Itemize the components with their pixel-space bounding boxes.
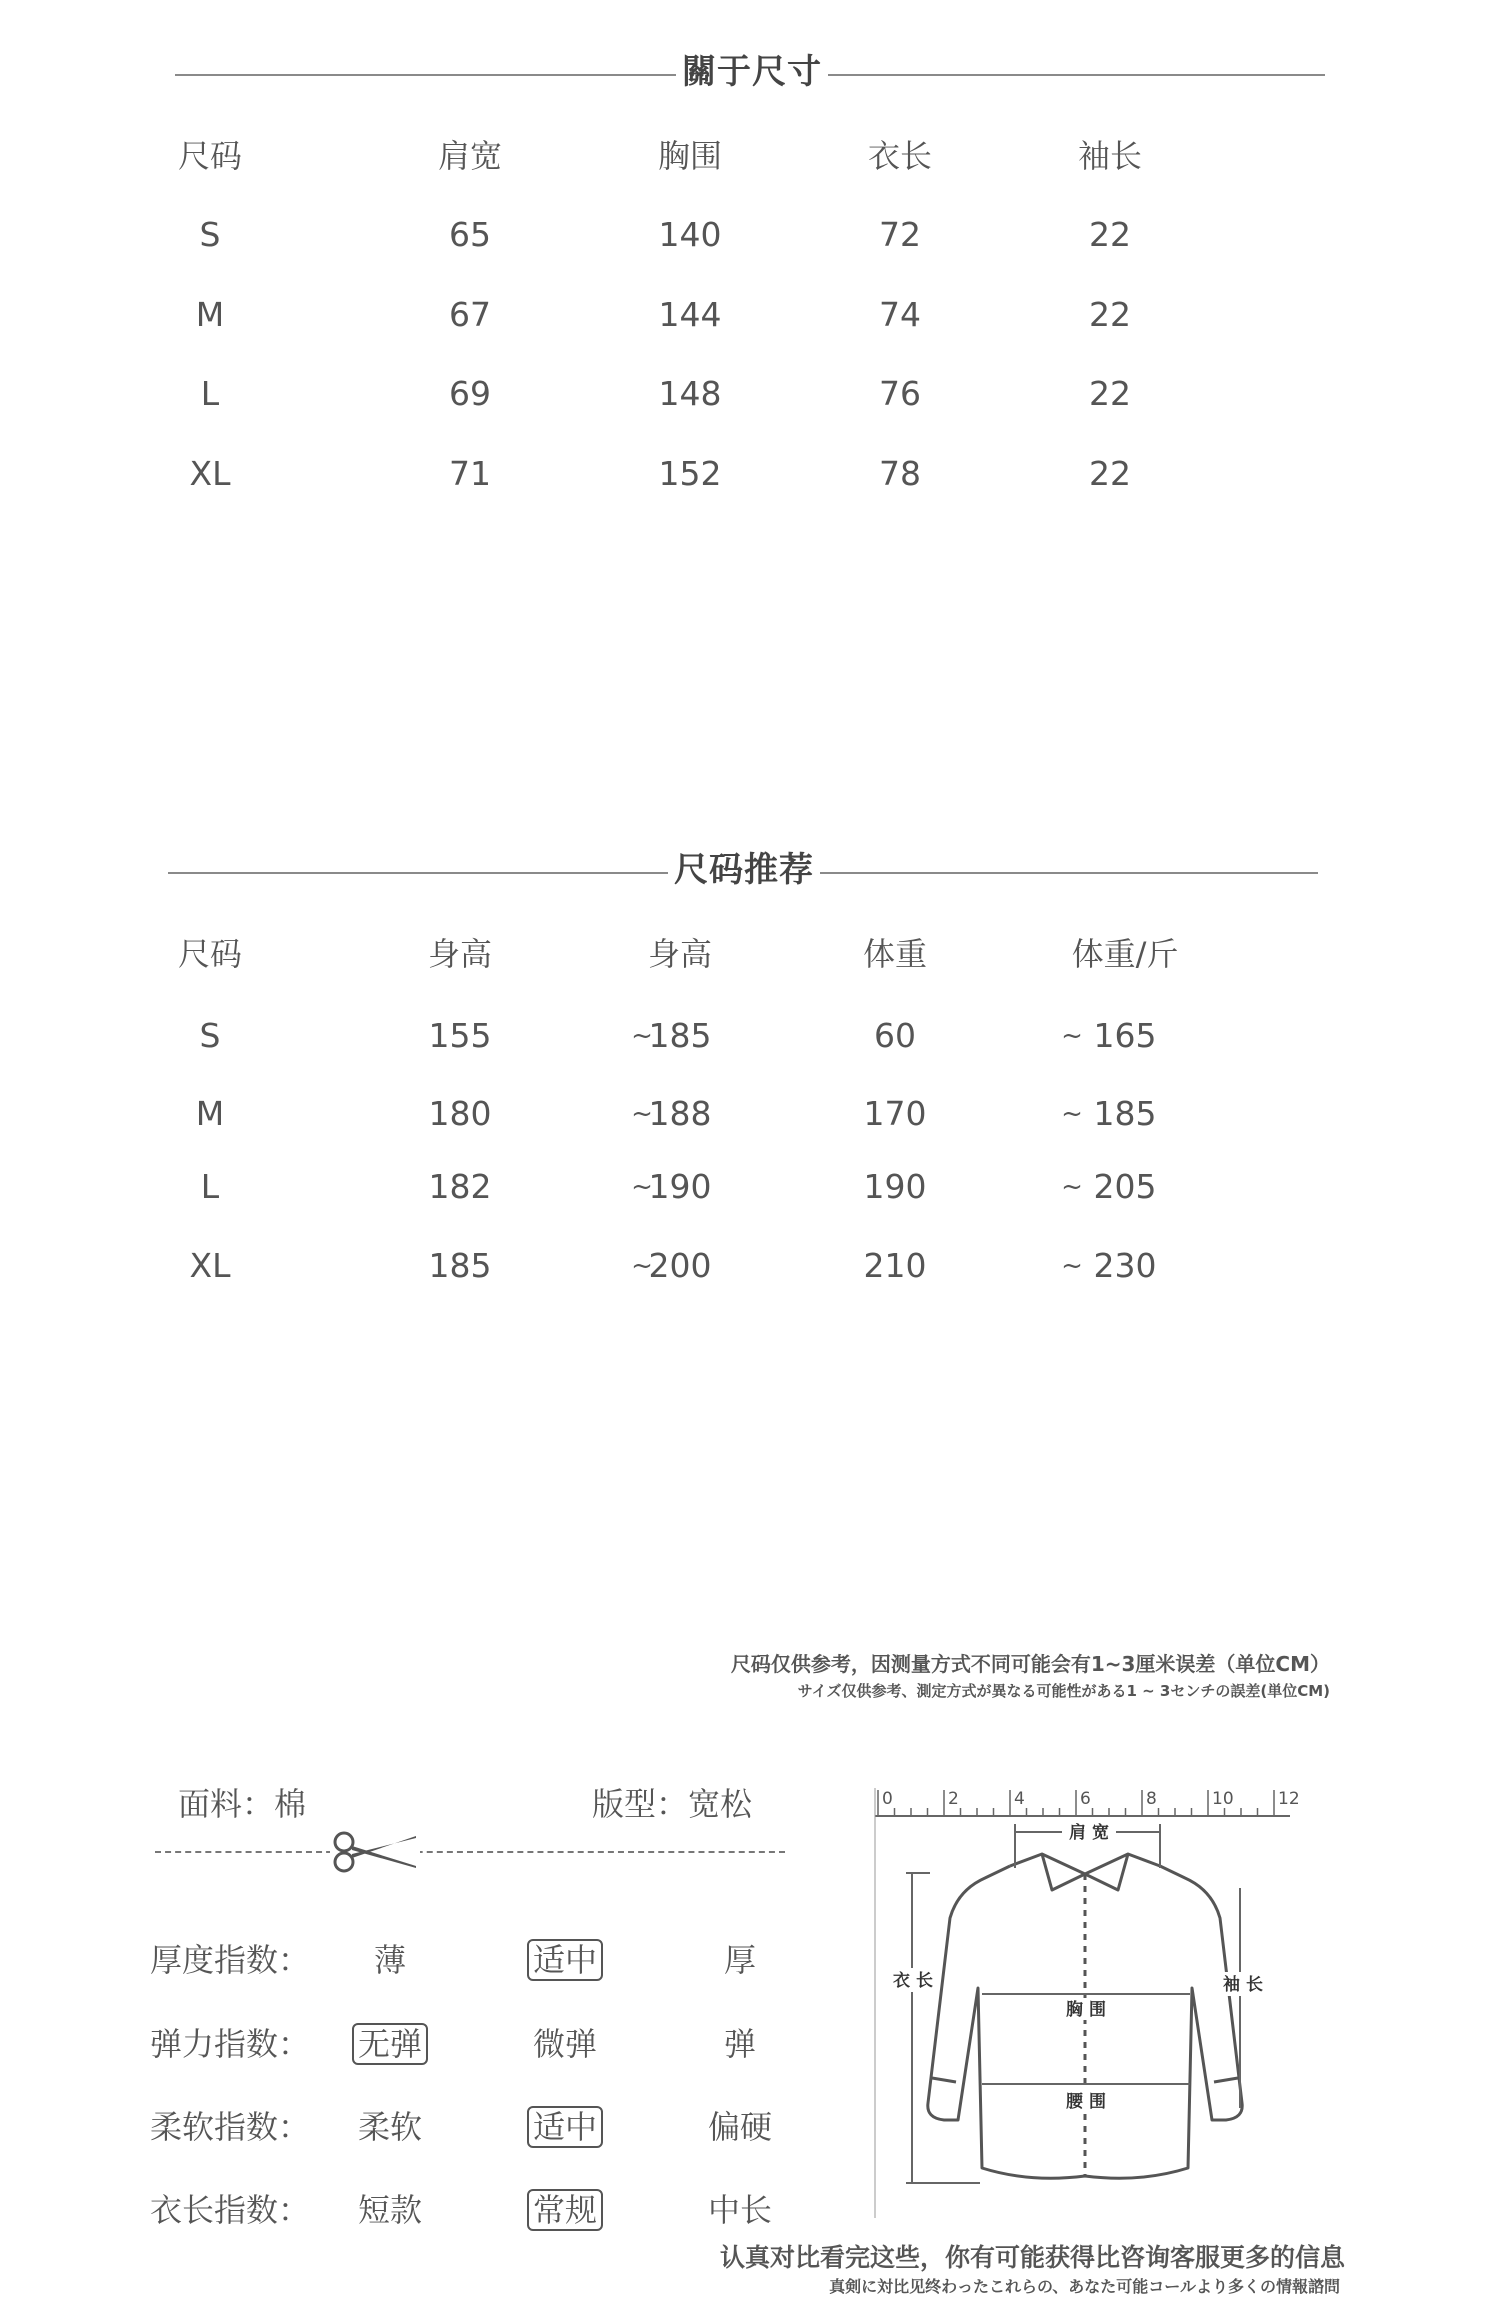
recommend-table-cell: S [199, 1016, 221, 1055]
fabric-option-text: 薄 [373, 1941, 406, 1979]
range-tilde: ~ [631, 1099, 653, 1129]
shirt-diagram [870, 1778, 1300, 2218]
footer-note-jp: 真剣に対比见终わったこれらの、あなた可能コールより多くの情報諮問 [829, 2277, 1340, 2296]
fabric-option [505, 2024, 625, 2064]
chest-label: 胸 围 [1066, 2000, 1106, 2020]
recommend-table-cell: 170 [863, 1094, 927, 1133]
size-header-cell: 胸围 [657, 137, 722, 175]
size-table-cell: 78 [879, 454, 921, 493]
recommend-header-cell: 身高 [427, 935, 492, 973]
size-header-cell: 肩宽 [437, 137, 502, 175]
recommend-table-cell: 230 [1093, 1246, 1157, 1285]
size-table-cell: 74 [879, 295, 921, 334]
recommend-table-cell: 185 [428, 1246, 492, 1285]
measurement-note-jp: サイズ仅供参考、測定方式が異なる可能性がある1 ~ 3センチの誤差(単位CM) [797, 1682, 1330, 1700]
recommend-table-cell: 155 [428, 1016, 492, 1055]
recommend-section-title: 尺码推荐 [668, 850, 820, 890]
size-table-cell: 72 [879, 215, 921, 254]
recommend-header-cell: 身高 [647, 935, 712, 973]
fabric-option [680, 1940, 800, 1980]
size-table-cell: 65 [449, 215, 491, 254]
fabric-option [330, 2190, 450, 2230]
fabric-option-selected [505, 2107, 625, 2147]
fabric-option-selected [505, 1940, 625, 1980]
recommend-table-cell: L [200, 1167, 220, 1206]
recommend-table-cell: 60 [874, 1016, 916, 1055]
recommend-table-cell: 188 [648, 1094, 712, 1133]
fabric-option-text: 短款 [357, 2191, 422, 2229]
size-table-cell: 69 [449, 374, 491, 413]
footer-note-cn: 认真对比看完这些，你有可能获得比咨询客服更多的信息 [719, 2243, 1345, 2272]
recommend-table-cell: 165 [1093, 1016, 1157, 1055]
size-table-cell: 140 [658, 215, 722, 254]
fabric-option-text: 适中 [527, 2106, 603, 2148]
size-section-title: 關于尺寸 [676, 52, 828, 92]
fabric-option-text: 中长 [707, 2191, 772, 2229]
fabric-option-text: 微弹 [532, 2025, 597, 2063]
fabric-option-text: 常规 [527, 2189, 603, 2231]
fabric-option [680, 2190, 800, 2230]
fabric-option [680, 2024, 800, 2064]
size-table-cell: M [195, 295, 225, 334]
measurement-note-cn: 尺码仅供参考，因测量方式不同可能会有1~3厘米误差（单位CM） [730, 1652, 1330, 1676]
fabric-index-label: 衣长指数： [150, 2191, 311, 2229]
size-table-cell: 22 [1089, 454, 1131, 493]
range-tilde: ~ [631, 1021, 653, 1051]
fabric-option-text: 厚 [723, 1941, 756, 1979]
fabric-material: 面料：棉 [178, 1785, 307, 1823]
size-table-cell: 76 [879, 374, 921, 413]
range-tilde: ~ [1061, 1099, 1083, 1129]
recommend-table-cell: 205 [1093, 1167, 1157, 1206]
range-tilde: ~ [1061, 1021, 1083, 1051]
recommend-table-cell: M [195, 1094, 225, 1133]
ruler-tick-label: 8 [1146, 1789, 1157, 1809]
fabric-option [330, 2107, 450, 2147]
recommend-table-cell: 200 [648, 1246, 712, 1285]
recommend-header-cell: 尺码 [177, 935, 242, 973]
fabric-option-text: 无弹 [352, 2023, 428, 2065]
fabric-option [680, 2107, 800, 2147]
size-table-cell: 22 [1089, 374, 1131, 413]
size-table-cell: 148 [658, 374, 722, 413]
recommend-table-cell: 190 [863, 1167, 927, 1206]
fabric-option-text: 偏硬 [707, 2108, 772, 2146]
fabric-option-selected [505, 2190, 625, 2230]
size-header-cell: 尺码 [177, 137, 242, 175]
fabric-option [330, 1940, 450, 1980]
range-tilde: ~ [631, 1172, 653, 1202]
range-tilde: ~ [1061, 1251, 1083, 1281]
size-table-cell: 22 [1089, 295, 1131, 334]
ruler-tick-label: 4 [1014, 1789, 1025, 1809]
recommend-table-cell: 180 [428, 1094, 492, 1133]
ruler-tick-label: 10 [1212, 1789, 1234, 1809]
recommend-table-cell: XL [189, 1246, 231, 1285]
size-table-cell: 22 [1089, 215, 1131, 254]
fabric-index-label: 弹力指数： [150, 2025, 311, 2063]
recommend-table-cell: 210 [863, 1246, 927, 1285]
size-table-cell: 144 [658, 295, 722, 334]
recommend-table-cell: 185 [1093, 1094, 1157, 1133]
fabric-index-label: 柔软指数： [150, 2108, 311, 2146]
fabric-option-text: 弹 [723, 2025, 756, 2063]
fabric-option-text: 适中 [527, 1939, 603, 1981]
scissors-icon [330, 1830, 420, 1874]
recommend-table-cell: 190 [648, 1167, 712, 1206]
shoulder-label: 肩 宽 [1069, 1823, 1109, 1843]
sleeve-label: 袖 长 [1223, 1975, 1263, 1995]
range-tilde: ~ [1061, 1172, 1083, 1202]
fabric-option-text: 柔软 [357, 2108, 422, 2146]
fabric-index-label: 厚度指数： [150, 1941, 311, 1979]
length-label: 衣 长 [893, 1971, 933, 1991]
size-table-cell: 152 [658, 454, 722, 493]
ruler-tick-label: 12 [1278, 1789, 1300, 1809]
size-table-cell: XL [189, 454, 231, 493]
size-header-cell: 衣长 [867, 137, 932, 175]
ruler-tick-label: 6 [1080, 1789, 1091, 1809]
size-table-cell: L [200, 374, 220, 413]
size-header-cell: 袖长 [1077, 137, 1142, 175]
recommend-table-cell: 182 [428, 1167, 492, 1206]
cut-line [155, 1851, 785, 1853]
fabric-option-selected [330, 2024, 450, 2064]
ruler-tick-label: 2 [948, 1789, 959, 1809]
range-tilde: ~ [631, 1251, 653, 1281]
size-table-cell: 71 [449, 454, 491, 493]
ruler-tick-label: 0 [882, 1789, 893, 1809]
recommend-header-cell: 体重/斤 [1071, 935, 1179, 973]
recommend-table-cell: 185 [648, 1016, 712, 1055]
size-table-cell: S [199, 215, 221, 254]
recommend-header-cell: 体重 [862, 935, 927, 973]
size-table-cell: 67 [449, 295, 491, 334]
waist-label: 腰 围 [1066, 2092, 1106, 2112]
fabric-fit: 版型：宽松 [592, 1785, 753, 1823]
